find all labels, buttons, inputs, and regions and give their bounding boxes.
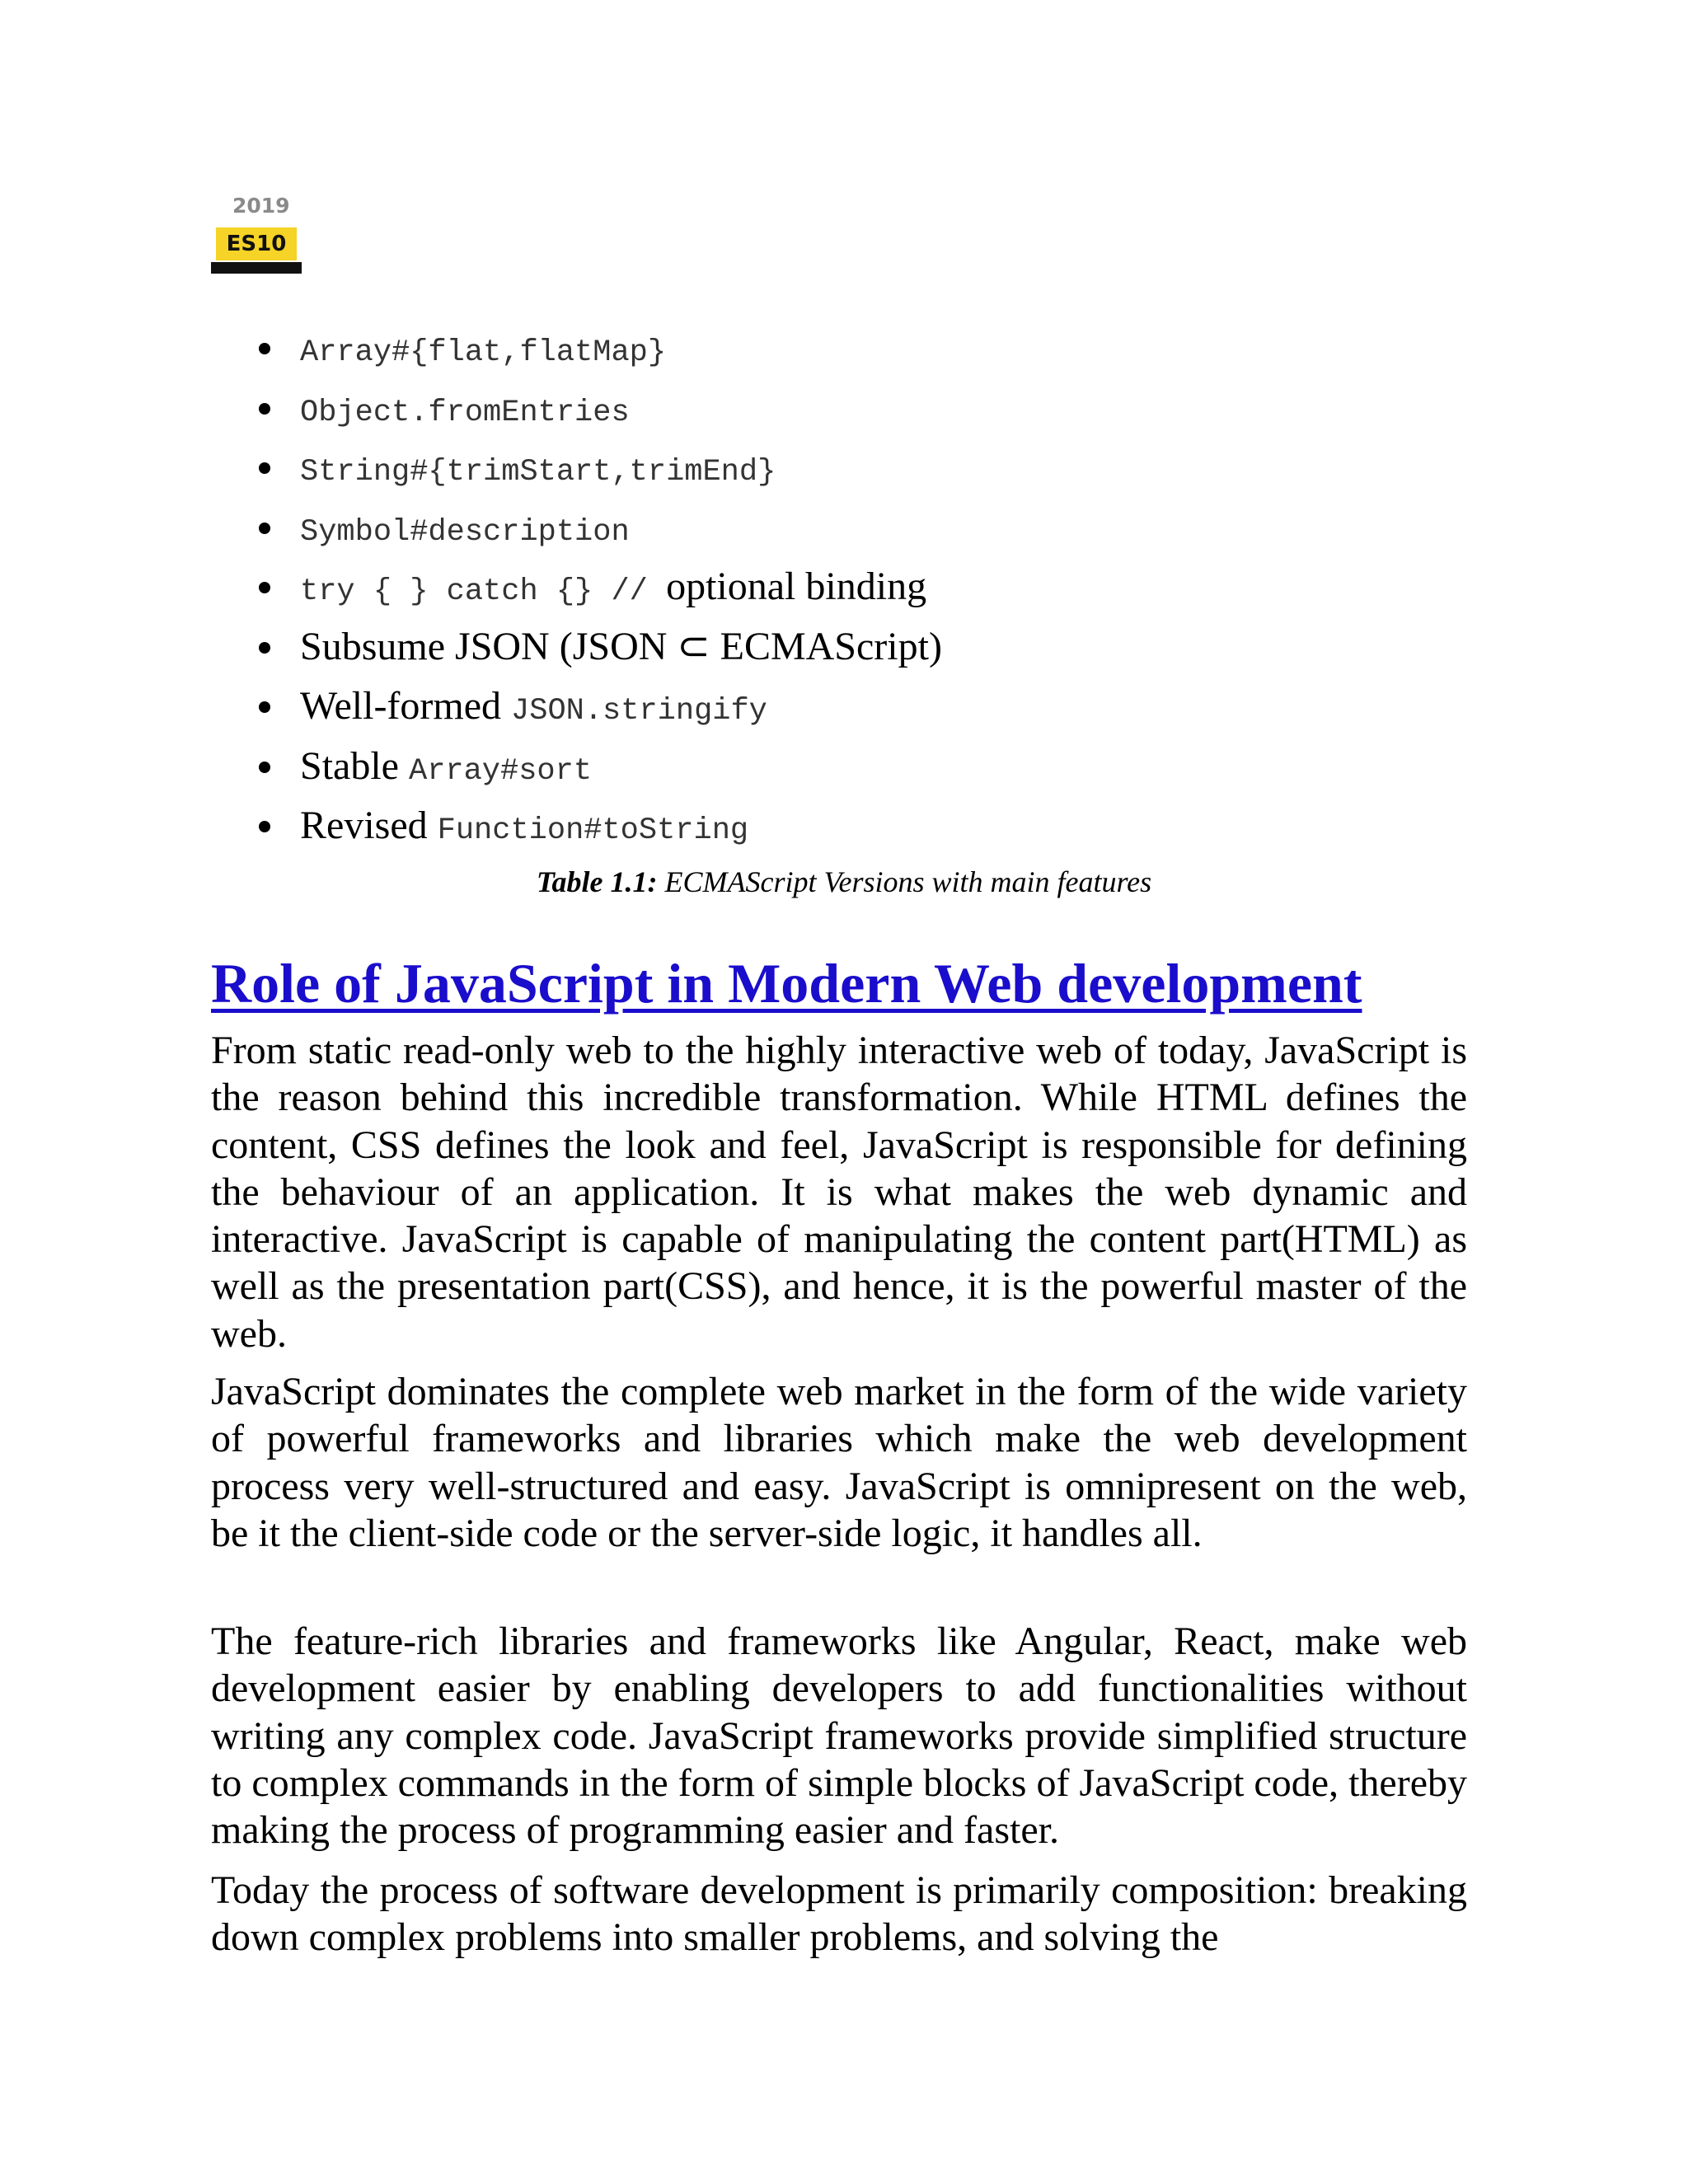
feature-label: Well-formed [300,684,512,728]
feature-text [300,737,592,801]
bullet-icon [259,343,270,354]
feature-code: Array#sort [408,753,593,789]
bullet-icon [259,821,270,832]
feature-label: optional binding [666,565,927,608]
feature-text [300,557,926,621]
bullet-icon [259,523,270,534]
feature-code: try { } catch {} // [300,574,667,609]
feature-text [300,318,666,382]
feature-code: Object.fromEntries [300,395,630,430]
bullet-icon [259,403,270,415]
paragraph: From static read-only web to the highly interactive web of today, JavaScript is the reason behind this incredible transformation. While HTML defines the content, CSS defines the look and feel, JavaScript is responsible for defining the behaviour of an application. It is what makes the web dynamic and interactive. JavaScript is capable of manipulating the content part(HTML) as well as the presentation part(CSS), and hence, it is the powerful master of the web. [211,1029,1467,1356]
table-caption [0,857,1688,907]
feature-code: JSON.stringify [511,694,767,729]
bullet-icon [259,462,270,474]
feature-text [300,438,776,502]
feature-code: Function#toString [437,813,749,848]
feature-text [300,378,630,443]
badge-label: ES10 [216,227,297,260]
badge-year: 2019 [232,194,290,218]
bullet-icon [259,701,270,713]
feature-text [300,617,942,677]
section-heading-link[interactable]: Role of JavaScript in Modern Web development [211,952,1362,1015]
feature-label: Subsume JSON (JSON ⊂ ECMAScript) [300,624,942,668]
paragraph: The feature-rich libraries and frameworks like Angular, React, make web development easier by enabling developers to add functionalities without writing any complex code. JavaScript frameworks provide simplified structure to complex commands in the form of simple blocks of JavaScript code, thereby making the process of programming easier and faster. [211,1619,1467,1853]
bullet-icon [259,642,270,654]
feature-label: Stable [300,743,409,788]
feature-text [300,677,767,741]
feature-text [300,498,630,562]
caption-label: Table 1.1: [536,865,658,898]
feature-text [300,796,748,860]
paragraph: JavaScript dominates the complete web market in the form of the wide variety of powerful frameworks and libraries which make the web development process very well-structured and easy. JavaScript is omnipresent on the web, be it the client-side code or the server-side logic, it handles all. [211,1370,1467,1555]
feature-code: Symbol#description [300,514,630,550]
es10-badge [211,191,302,274]
bullet-icon [259,762,270,773]
bullet-icon [259,582,270,593]
paragraph: Today the process of software development is primarily composition: breaking down complex problems into smaller problems, and solving the [211,1868,1467,1960]
caption-text: ECMAScript Versions with main features [657,865,1152,898]
badge-underline [211,262,302,274]
feature-code: Array#{flat,flatMap} [300,335,667,370]
feature-label: Revised [300,804,438,847]
feature-code: String#{trimStart,trimEnd} [300,455,776,490]
